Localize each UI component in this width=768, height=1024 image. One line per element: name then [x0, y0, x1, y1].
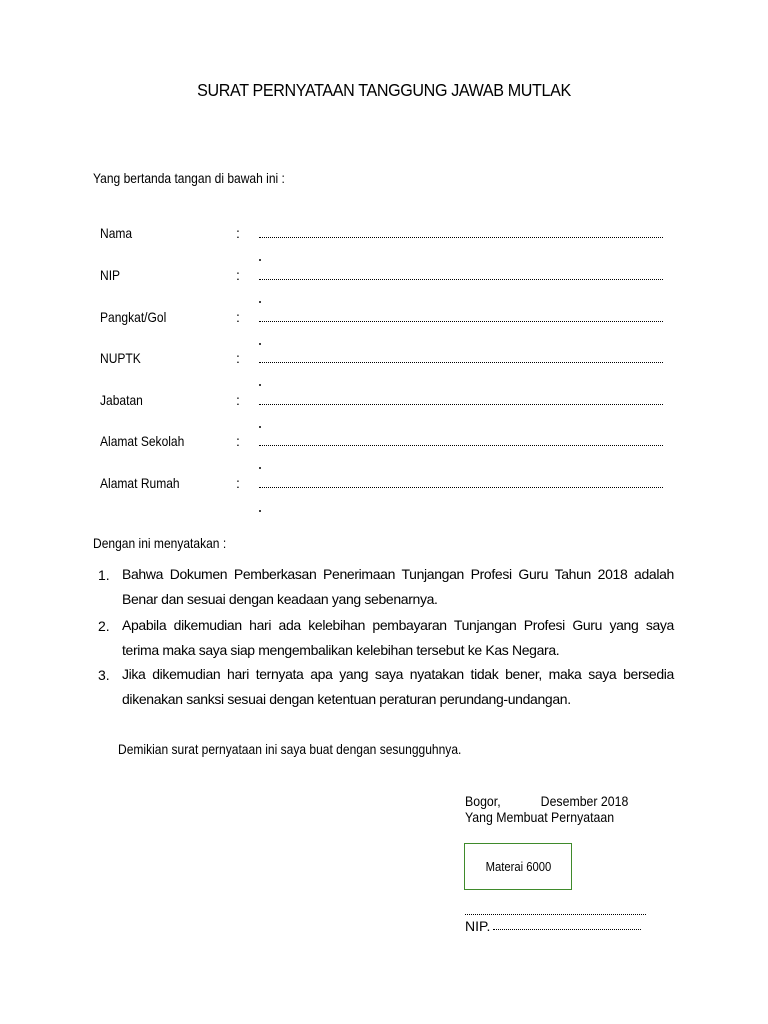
- fill-in-line-end: [259, 259, 261, 261]
- fill-in-line: [259, 309, 663, 322]
- field-colon: :: [236, 475, 240, 491]
- field-label: Nama: [100, 225, 133, 241]
- field-colon: :: [236, 267, 240, 283]
- fill-in-line-end: [259, 467, 261, 469]
- signature-nip: [465, 918, 641, 934]
- closing-text: Demikian surat pernyataan ini saya buat dengan sesungguhnya.: [118, 741, 462, 757]
- fill-in-line-end: [259, 301, 261, 303]
- signature-nip-label: NIP.: [465, 918, 491, 934]
- statement-number: 1.: [98, 567, 110, 583]
- field-label: Alamat Rumah: [100, 475, 180, 491]
- signatory-caption: Yang Membuat Pernyataan: [465, 809, 615, 825]
- statement-number: 3.: [98, 667, 110, 683]
- field-label: NIP: [100, 267, 121, 283]
- field-colon: :: [236, 433, 240, 449]
- statement-text: Apabila dikemudian hari ada kelebihan pembayaran Tunjangan Profesi Guru yang saya terima maka saya siap mengembalikan kelebihan tersebut ke Kas Negara.: [122, 617, 674, 658]
- signature-nip-line: [493, 918, 641, 930]
- fill-in-line-end: [259, 384, 261, 386]
- fill-in-line-end: [259, 343, 261, 345]
- fill-in-line: [259, 392, 663, 405]
- statement-text: Jika dikemudian hari ternyata apa yang saya nyatakan tidak bener, maka saya bersedia dikenakan sanksi sesuai dengan ketentuan peraturan perundang-undangan.: [122, 666, 674, 707]
- document-title: SURAT PERNYATAAN TANGGUNG JAWAB MUTLAK: [197, 80, 571, 100]
- signature-date: Desember 2018: [540, 793, 629, 809]
- fill-in-line-end: [259, 426, 261, 428]
- statement-text: Bahwa Dokumen Pemberkasan Penerimaan Tunjangan Profesi Guru Tahun 2018 adalah Benar dan sesuai dengan keadaan yang sebenarnya.: [122, 566, 674, 607]
- field-label: NUPTK: [100, 350, 141, 366]
- field-label: Jabatan: [100, 392, 143, 408]
- fill-in-line: [259, 225, 663, 238]
- statement-number: 2.: [98, 618, 110, 634]
- declaration-heading: Dengan ini menyatakan :: [93, 535, 227, 551]
- fill-in-line: [259, 433, 663, 446]
- fill-in-line: [259, 475, 663, 488]
- signature-place: Bogor,: [465, 793, 501, 809]
- fill-in-line-end: [259, 510, 261, 512]
- field-colon: :: [236, 309, 240, 325]
- fill-in-line: [259, 267, 663, 280]
- field-label: Pangkat/Gol: [100, 309, 167, 325]
- intro-text: Yang bertanda tangan di bawah ini :: [93, 170, 285, 186]
- stamp-label: Materai 6000: [485, 859, 551, 874]
- field-label: Alamat Sekolah: [100, 433, 185, 449]
- fill-in-line: [259, 350, 663, 363]
- field-colon: :: [236, 225, 240, 241]
- field-colon: :: [236, 392, 240, 408]
- stamp-box: [464, 843, 572, 890]
- place-date: [465, 793, 629, 809]
- signature-line: [465, 902, 646, 915]
- field-colon: :: [236, 350, 240, 366]
